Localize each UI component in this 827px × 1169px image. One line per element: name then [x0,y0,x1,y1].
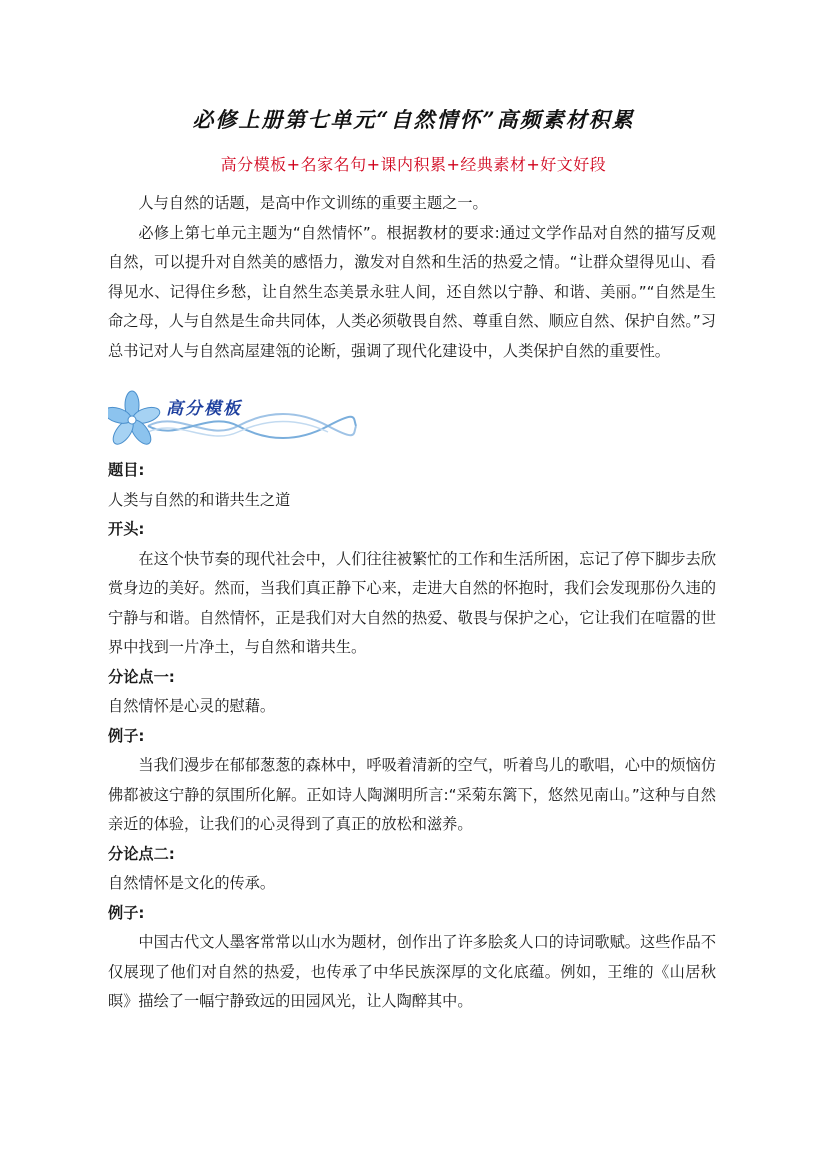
intro-paragraph-1: 人与自然的话题，是高中作文训练的重要主题之一。 [138,194,488,212]
point1-text: 自然情怀是心灵的慰藉。 [108,697,276,715]
opening-heading: 开头: [108,520,145,538]
template-section [108,456,716,1017]
document-subtitle: 高分模板+名家名句+课内积累+经典素材+好文好段 [220,155,607,174]
intro-paragraph-2: 必修上第七单元主题为“自然情怀”。根据教材的要求:通过文学作品对自然的描写反观自然，可以提升对自然美的感悟力，激发对自然和生活的热爱之情。“让群众望得见山、看得见水、记得住乡愁，让自然生态美景永驻人间，还自然以宁静、和谐、美丽。”“自然是生命之母，人与自然是生命共同体，人类必须敬畏自然、尊重自然、顺应自然、保护自然。”习总书记对人与自然高屋建瓴的论断，强调了现代化建设中，人类保护自然的重要性。 [108,223,716,360]
example1-heading: 例子: [108,726,145,745]
topic-text: 人类与自然的和谐共生之道 [108,490,291,509]
document-title: 必修上册第七单元“自然情怀”高频素材积累 [192,107,635,132]
opening-paragraph: 在这个快节奏的现代社会中，人们往往被繁忙的工作和生活所困，忘记了停下脚步去欣赏身边的美好。然而，当我们真正静下心来，走进大自然的怀抱时，我们会发现那份久违的宁静与和谐。自然情怀，正是我们对大自然的热爱、敬畏与保护之心，它让我们在喧嚣的世界中找到一片净土，与自然和谐共生。 [108,549,716,656]
example2-heading: 例子: [108,903,145,922]
intro-section [108,189,716,366]
point1-heading: 分论点一: [108,667,175,686]
example1-paragraph: 当我们漫步在郁郁葱葱的森林中，呼吸着清新的空气，听着鸟儿的歌唱，心中的烦恼仿佛都被这宁静的氛围所化解。正如诗人陶渊明所言:“采菊东篱下，悠然见南山。”这种与自然亲近的体验，让我们的心灵得到了真正的放松和滋养。 [108,756,716,833]
section-banner [108,388,358,450]
point2-text: 自然情怀是文化的传承。 [108,874,276,892]
example2-paragraph: 中国古代文人墨客常常以山水为题材，创作出了许多脍炙人口的诗词歌赋。这些作品不仅展现了他们对自然的热爱，也传承了中华民族深厚的文化底蕴。例如，王维的《山居秋暝》描绘了一幅宁静致远的田园风光，让人陶醉其中。 [108,933,716,1010]
section-banner-label: 高分模板 [166,399,242,419]
point2-heading: 分论点二: [108,844,175,863]
topic-heading: 题目: [108,461,145,479]
